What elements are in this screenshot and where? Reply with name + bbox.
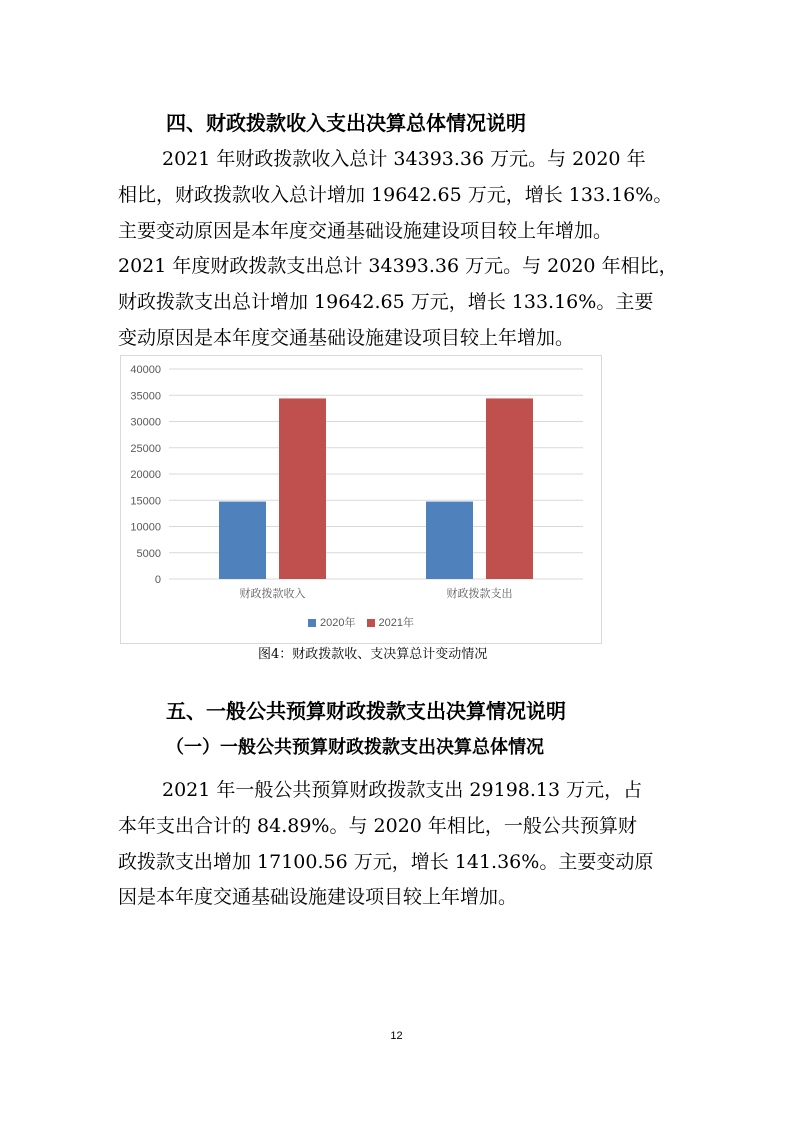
paragraph-line: 2021 年度财政拨款支出总计 34393.36 万元。与 2020 年相比， — [118, 255, 678, 278]
page-number: 12 — [390, 1030, 403, 1042]
y-tick-label: 35000 — [130, 390, 161, 403]
y-tick-label: 10000 — [130, 521, 161, 534]
paragraph-line: 相比，财政拨款收入总计增加 19642.65 万元，增长 133.16%。 — [118, 183, 673, 206]
legend-label: 2021年 — [378, 617, 415, 629]
y-tick-label: 25000 — [130, 442, 161, 455]
legend-swatch — [308, 619, 316, 627]
x-tick-label: 财政拨款收入 — [239, 587, 306, 600]
legend-item-2021 — [367, 614, 414, 630]
bar-2020 — [219, 502, 266, 579]
y-tick-label: 30000 — [130, 416, 161, 429]
paragraph-line: 财政拨款支出总计增加 19642.65 万元，增长 133.16%。主要 — [118, 291, 654, 314]
figure-caption: 图4：财政拨款收、支决算总计变动情况 — [258, 647, 488, 662]
paragraph-line: 因是本年度交通基础设施建设项目较上年增加。 — [118, 886, 518, 909]
legend-label: 2020年 — [319, 617, 356, 629]
section4-paragraph — [118, 142, 678, 357]
section5-subheading: （一）一般公共预算财政拨款支出决算总体情况 — [166, 737, 544, 758]
bar-2020 — [426, 502, 473, 579]
bar-chart — [120, 355, 602, 644]
section5-heading: 五、一般公共预算财政拨款支出决算情况说明 — [166, 699, 566, 723]
paragraph-line: 变动原因是本年度交通基础设施建设项目较上年增加。 — [118, 326, 575, 349]
section4-heading: 四、财政拨款收入支出决算总体情况说明 — [166, 111, 526, 135]
y-tick-label: 20000 — [130, 469, 161, 481]
y-tick-label: 40000 — [130, 364, 161, 376]
bar-2021 — [486, 398, 533, 579]
bar-2021 — [279, 398, 326, 579]
y-tick-label: 0 — [154, 574, 161, 586]
x-tick-label: 财政拨款支出 — [446, 587, 513, 600]
paragraph-line: 2021 年财政拨款收入总计 34393.36 万元。与 2020 年 — [162, 148, 646, 170]
chart-legend — [121, 614, 601, 630]
chart-canvas — [121, 356, 601, 643]
paragraph-line: 主要变动原因是本年度交通基础设施建设项目较上年增加。 — [118, 219, 613, 242]
paragraph-line: 本年支出合计的 84.89%。与 2020 年相比，一般公共预算财 — [118, 814, 637, 837]
legend-swatch — [367, 619, 375, 627]
paragraph-line: 2021 年一般公共预算财政拨款支出 29198.13 万元，占 — [162, 779, 643, 801]
legend-item-2020 — [308, 614, 355, 630]
paragraph-line: 政拨款支出增加 17100.56 万元，增长 141.36%。主要变动原 — [118, 850, 654, 873]
section5-paragraph — [118, 773, 678, 916]
y-tick-label: 15000 — [130, 495, 161, 508]
y-tick-label: 5000 — [136, 547, 161, 560]
